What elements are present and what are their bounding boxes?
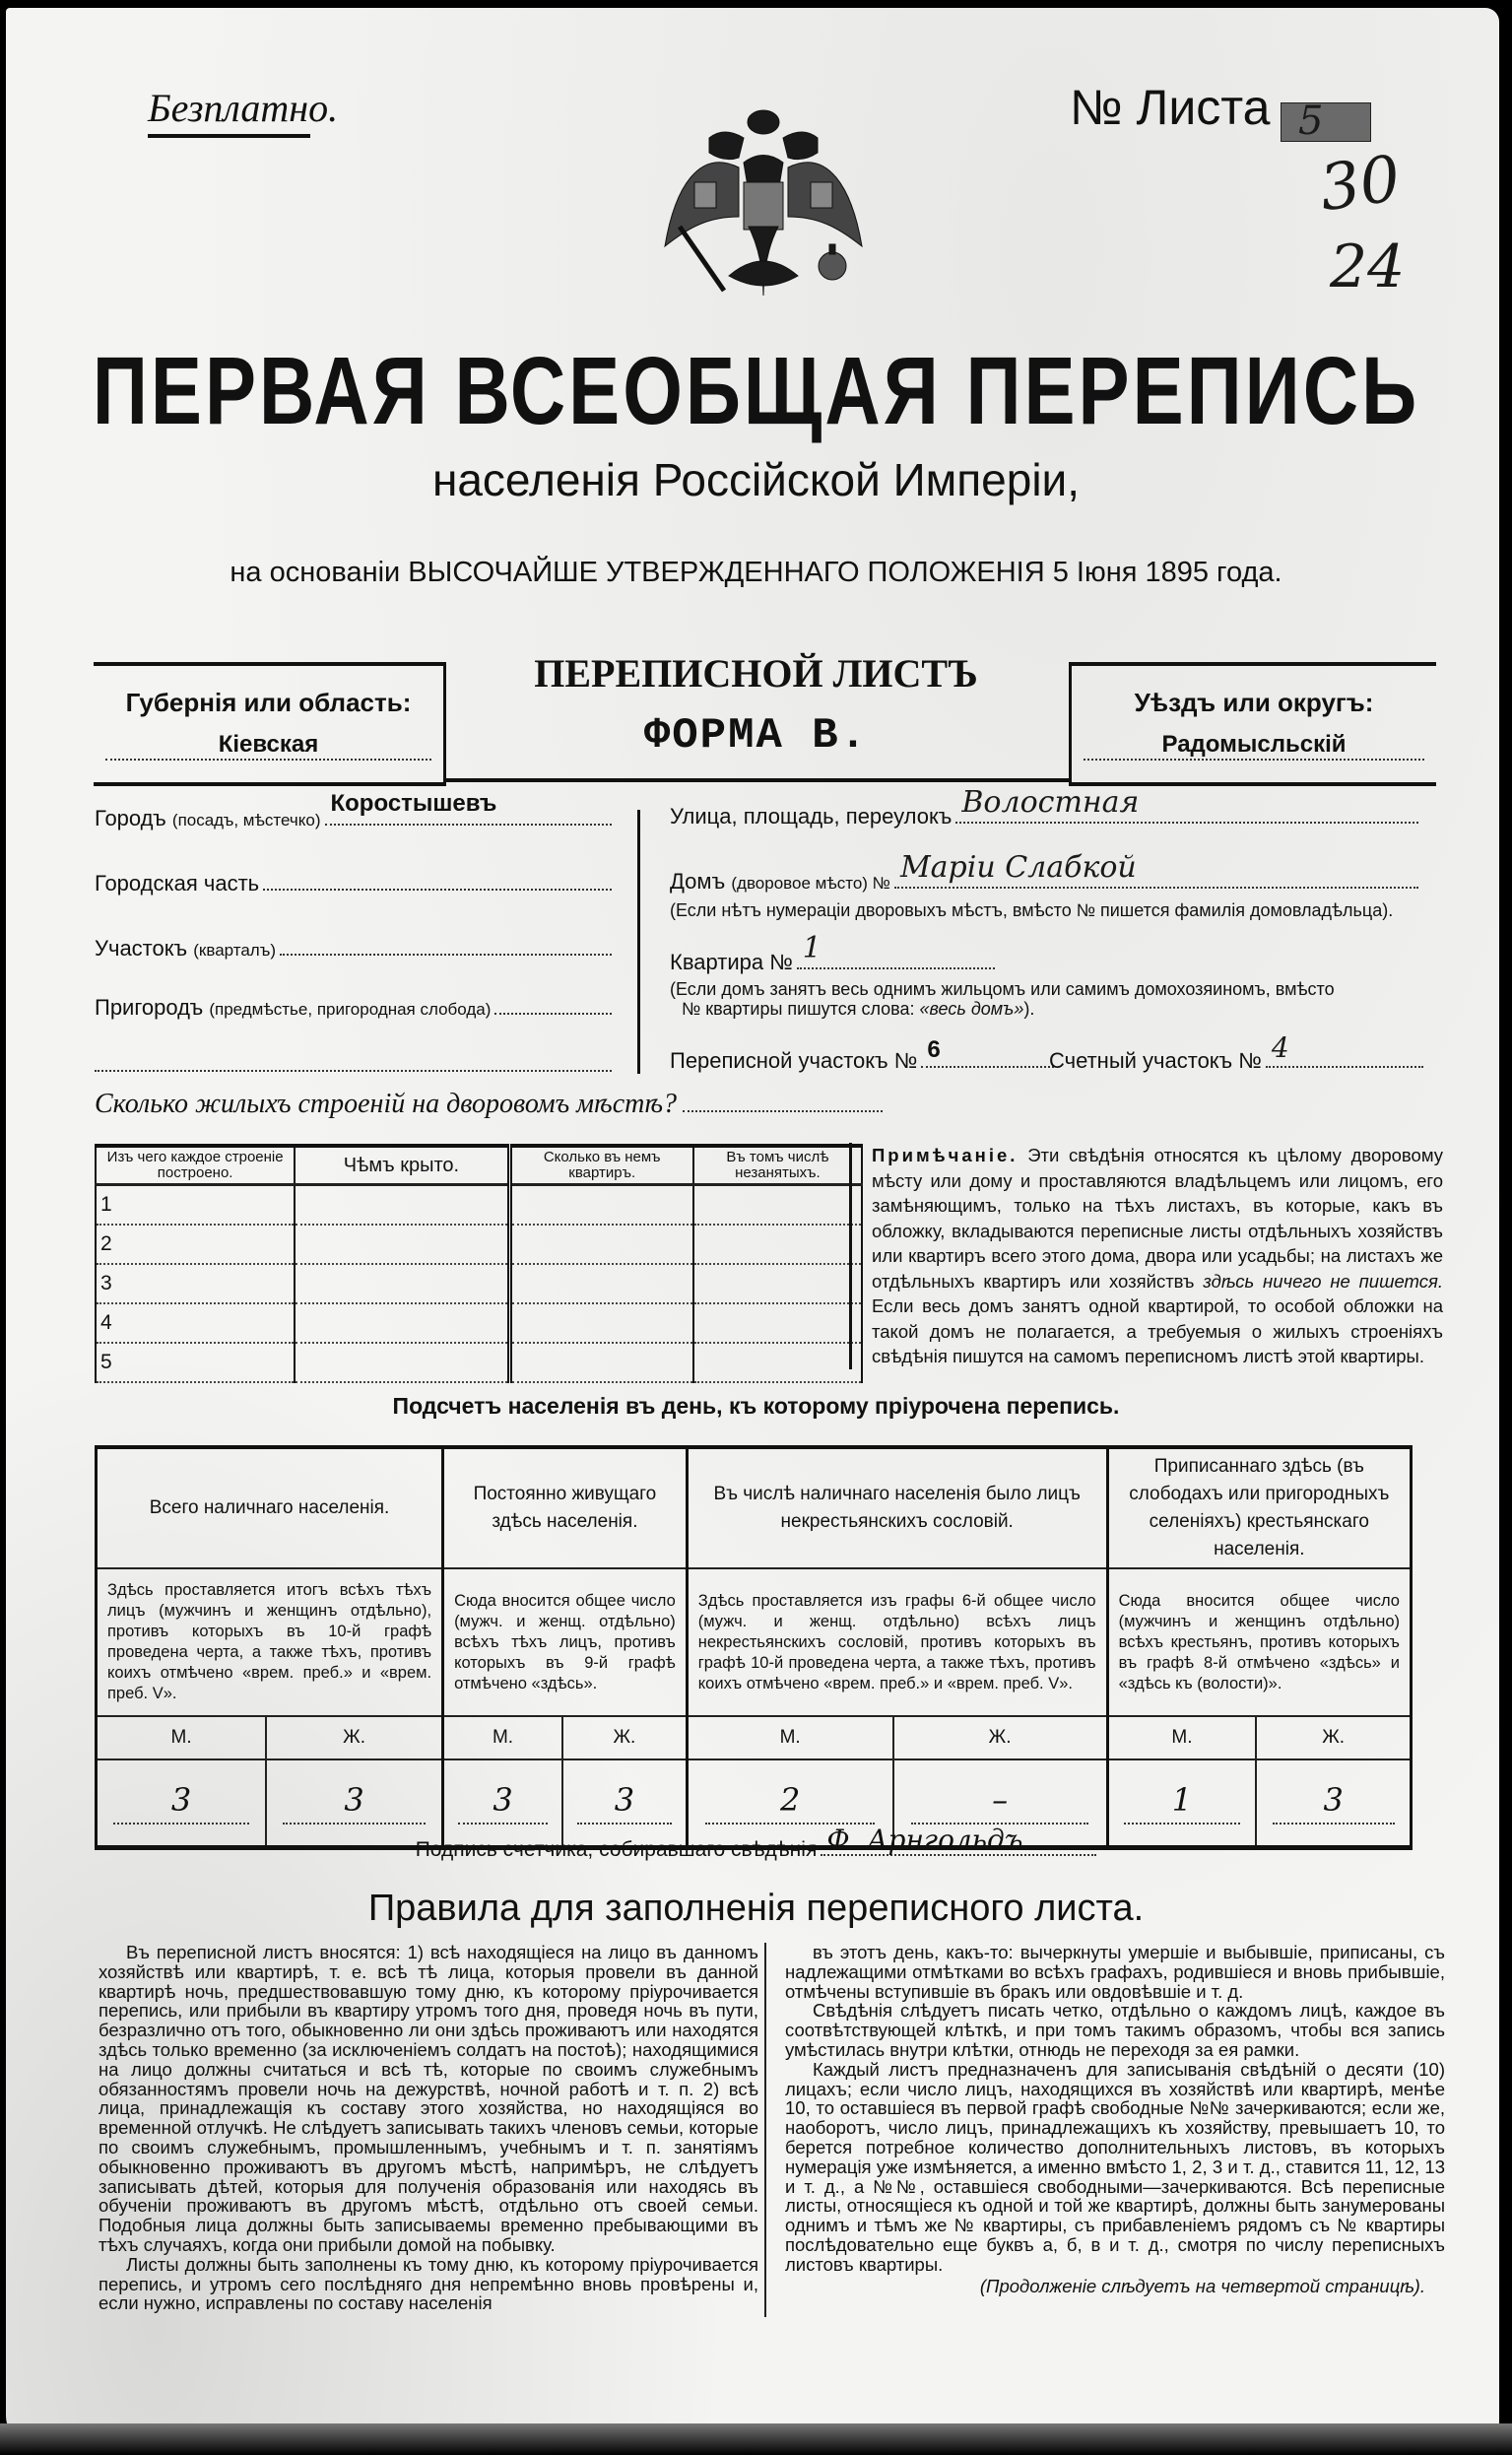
district-box <box>1069 662 1436 786</box>
female-column-label: Ж. <box>562 1716 687 1759</box>
form-type: ФОРМА В. <box>643 711 869 761</box>
col-material: Изъ чего каждое строеніе построено. <box>96 1146 295 1185</box>
male-column-label: М. <box>97 1716 267 1759</box>
population-group-header: Въ числѣ наличнаго населенія было лицъ некрестьянскихъ сословій. <box>687 1447 1107 1568</box>
house-input[interactable] <box>894 850 1418 889</box>
signature-input[interactable] <box>821 1824 1096 1856</box>
building-material-cell[interactable]: 3 <box>96 1264 295 1303</box>
city-field <box>95 790 612 831</box>
building-row <box>96 1343 862 1382</box>
house-hint: (дворовое мѣсто) № <box>731 874 890 893</box>
female-count-cell[interactable]: 3 <box>266 1759 442 1848</box>
city-part-input[interactable] <box>263 863 612 891</box>
house-value: Марiи Слабкой <box>899 850 1137 885</box>
rules-paragraph: Каждый листъ предназначенъ для записыванія свѣдѣній о десяти (10) лицахъ; если число лицъ, находящихся въ хозяйствѣ или квартирѣ, менѣе 10, то оставшіеся въ первой графѣ свободные №№ зачеркиваются; если же, наоборотъ, число лицъ, принадлежащихъ къ хозяйству, превышаетъ 10, то берется потребное количество дополнительныхъ листовъ, въ которыхъ нумерація уже измѣняется, а именно вмѣсто 1, 2, 3 и т. д., ставится 11, 12, 13 и т. д., а №№, оставшіеся свободными—зачеркиваются. Всѣ переписные листы, относящіеся къ одной и той же квартирѣ, должны быть занумерованы однимъ и тѣмъ же № квартиры, съ прибавленіемъ рядомъ съ № квартиры послѣдовательно еще буквъ а, б, в и т. д., смотря по числу переписныхъ листовъ квартиры. <box>785 2058 1445 2275</box>
col-vacant: Въ томъ числѣ незанятыхъ. <box>693 1146 862 1185</box>
count-district-value: 4 <box>1271 1031 1289 1064</box>
precinct-field <box>95 928 612 962</box>
building-row <box>96 1185 862 1226</box>
apartment-input[interactable] <box>797 931 995 969</box>
census-district-input[interactable] <box>921 1036 1054 1068</box>
form-header-rule <box>443 778 1069 782</box>
street-input[interactable] <box>955 785 1418 824</box>
buildings-table <box>95 1144 863 1383</box>
signature-value: Ф. Арнгольдъ <box>826 1824 1023 1856</box>
population-group-header: Приписаннаго здѣсь (въ слободахъ или пригородныхъ селеніяхъ) крестьянскаго населенія. <box>1107 1447 1411 1568</box>
free-label-underline <box>148 134 310 138</box>
handwritten-annotation-30: 30 <box>1315 142 1406 227</box>
city-part-label: Городская часть <box>95 871 260 896</box>
apartment-note <box>670 979 1335 1019</box>
sheet-number-value: 5 <box>1298 99 1324 144</box>
population-table <box>95 1445 1413 1850</box>
female-count-cell[interactable]: 3 <box>1256 1759 1411 1848</box>
population-group-description: Здѣсь проставляется изъ графы 6-й общее число (мужч. и женщ. отдѣльно) всѣхъ лицъ некрестьянскихъ сословій, противъ которыхъ въ графѣ 10-й проведена черта, а также тѣхъ, противъ коихъ отмѣчено «врем. преб.» и «врем. преб. V». <box>687 1568 1107 1716</box>
rules-paragraph: Свѣдѣнія слѣдуетъ писать четко, отдѣльно о каждомъ лицѣ, каждое въ соотвѣтствующей клѣткѣ, и при томъ такимъ образомъ, чтобы вся запись умѣстилась внутри клѣтки, отнюдь не переходя за ея рамки. <box>785 2000 1445 2060</box>
suburb-field <box>95 987 612 1021</box>
population-group-header: Постоянно живущаго здѣсь населенія. <box>443 1447 688 1568</box>
building-roof-cell[interactable] <box>295 1264 509 1303</box>
building-row <box>96 1264 862 1303</box>
suburb-input[interactable] <box>494 987 612 1015</box>
building-row <box>96 1303 862 1343</box>
female-column-label: Ж. <box>1256 1716 1411 1759</box>
precinct-label: Участокъ <box>95 936 188 961</box>
building-vacant-cell[interactable] <box>693 1185 862 1226</box>
building-roof-cell[interactable] <box>295 1343 509 1382</box>
rules-paragraph: въ этотъ день, какъ-то: вычеркнуты умершіе и выбывшіе, приписаны, съ надлежащими отмѣтками во всѣхъ графахъ, родившіеся и вновь прибывшіе, отмѣчены вступившіе въ бракъ или овдовѣвшіе и т. д. <box>785 1942 1445 2002</box>
note-text-italic: здѣсь ничего не пишется. <box>1203 1270 1443 1292</box>
street-field <box>670 785 1418 829</box>
census-district-value: 6 <box>927 1036 941 1063</box>
suburb-label: Пригородъ <box>95 995 204 1020</box>
rules-paragraph: Въ переписной листъ вносятся: 1) всѣ находящіеся на лицо въ данномъ хозяйствѣ или квартирѣ, т. е. всѣ тѣ лица, которыя провели въ данной квартирѣ ночь, предшествовавшую тому дню, къ которому пріурочивается перепись, или прибыли въ квартиру утромъ того дня, проведя ночь въ пути, безразлично отъ того, обыкновенно ли они здѣсь проживаютъ или находятся здѣсь только временно (за исключеніемъ солдатъ на постоѣ); находящимися на лицо должны считаться и всѣ тѣ, которые по своимъ служебнымъ обязанностямъ провели ночь на дежурствѣ, ночной работѣ и т. п. 2) всѣ лица, принадлежащія къ составу этого хозяйства, но находящіяся во временной отлучкѣ. Не слѣдуетъ записывать такихъ членовъ семьи, которые по своимъ служебнымъ, промышленнымъ, учебнымъ и т. п. занятіямъ обыкновенно проживаютъ въ другомъ мѣстѣ, напримѣръ, не слѣдуетъ записывать дѣтей, которыя для полученія образованія или находясь въ обученіи проживаютъ въ другомъ мѣстѣ, отдѣльно отъ своей семьи. Подобныя лица должны быть записываемы временно пребывающими въ тѣхъ случаяхъ, когда они прибыли домой на побывку. <box>99 1942 758 2255</box>
count-district-label: Счетный участокъ № <box>1049 1048 1262 1073</box>
building-material-cell[interactable]: 5 <box>96 1343 295 1382</box>
count-district-field <box>1049 1031 1423 1074</box>
female-column-label: Ж. <box>266 1716 442 1759</box>
building-apartments-cell[interactable] <box>509 1264 693 1303</box>
rules-paragraph: Листы должны быть заполнены къ тому дню, къ которому пріурочивается перепись, и утромъ сего послѣдняго дня непремѣнно вновь провѣрены и, если нужно, исправлены по составу населенія <box>99 2253 758 2314</box>
city-value: Коростышевъ <box>330 790 497 817</box>
house-field <box>670 850 1418 895</box>
apartment-note-line-1: (Если домъ занятъ весь однимъ жильцомъ или самимъ домохозяиномъ, вмѣсто <box>670 979 1335 999</box>
apartment-label: Квартира № <box>670 950 793 974</box>
precinct-hint: (кварталъ) <box>193 941 276 960</box>
col-roof: Чѣмъ крыто. <box>295 1146 509 1185</box>
city-hint: (посадъ, мѣстечко) <box>171 811 321 829</box>
population-group-description: Здѣсь проставляется итогъ всѣхъ тѣхъ лицъ (мужчинъ и женщинъ отдѣльно), противъ которыхъ въ 10-й графѣ проведена черта, а также тѣхъ, противъ коихъ отмѣчено «врем. преб.» и «врем. преб. V». <box>97 1568 443 1716</box>
building-material-cell[interactable]: 4 <box>96 1303 295 1343</box>
male-column-label: М. <box>1107 1716 1256 1759</box>
building-roof-cell[interactable] <box>295 1185 509 1226</box>
city-label: Городъ <box>95 806 166 830</box>
city-input[interactable] <box>325 790 613 826</box>
province-box <box>94 662 446 786</box>
address-divider <box>637 810 640 1074</box>
free-of-charge-label: Безплатно. <box>148 86 339 130</box>
col-apartments: Сколько въ немъ квартиръ. <box>509 1146 693 1185</box>
buildings-question-label: Сколько жилыхъ строеній на дворовомъ мѣстѣ? <box>95 1089 678 1119</box>
buildings-question <box>95 1089 883 1120</box>
suburb-input-line-2[interactable] <box>95 1046 612 1072</box>
census-title: ПЕРВАЯ ВСЕОБЩАЯ ПЕРЕПИСЬ <box>92 336 1420 445</box>
building-apartments-cell[interactable] <box>509 1343 693 1382</box>
province-value[interactable]: Кіевская <box>105 731 431 761</box>
female-count-cell[interactable]: 3 <box>562 1759 687 1848</box>
note-label: Примѣчаніе. <box>872 1145 1019 1165</box>
suburb-hint: (предмѣстье, пригородная слобода) <box>209 1000 492 1019</box>
male-count-cell[interactable]: 3 <box>97 1759 267 1848</box>
note-text-2: Если весь домъ занятъ одной квартирой, то особой обложки на такой домъ не полагается, а требуемыя о жилыхъ строеніяхъ свѣдѣнія пишутся на самомъ переписномъ листѣ этой квартиры. <box>872 1295 1443 1366</box>
male-column-label: М. <box>687 1716 892 1759</box>
population-group-description: Сюда вносится общее число (мужчинъ и женщинъ отдѣльно) всѣхъ крестьянъ, противъ которыхъ въ графѣ 8-й отмѣчено «здѣсь» и «здѣсь къ (волости)». <box>1107 1568 1411 1716</box>
male-column-label: М. <box>443 1716 562 1759</box>
signature-label: Подпись счетчика, собиравшаго свѣдѣнія <box>415 1838 818 1861</box>
street-label: Улица, площадь, переулокъ <box>670 804 953 829</box>
building-vacant-cell[interactable] <box>693 1343 862 1382</box>
rules-column-divider <box>764 1943 766 2317</box>
building-vacant-cell[interactable] <box>693 1264 862 1303</box>
house-label: Домъ <box>670 869 726 894</box>
sheet-number-label: № Листа <box>1070 80 1271 135</box>
apartment-value: 1 <box>802 931 822 965</box>
page-bottom-edge <box>0 2423 1512 2455</box>
form-title: ПЕРЕПИСНОЙ ЛИСТЪ <box>534 651 978 696</box>
apartment-field <box>670 931 995 975</box>
building-roof-cell[interactable] <box>295 1225 509 1264</box>
district-value[interactable]: Радомысльскій <box>1084 731 1424 761</box>
census-district-field <box>670 1036 1054 1074</box>
enumerator-signature-field <box>0 1824 1512 1862</box>
count-district-input[interactable] <box>1266 1031 1423 1068</box>
rules-right-column <box>785 1943 1445 2295</box>
sheet-number-field[interactable] <box>1281 102 1371 142</box>
building-vacant-cell[interactable] <box>693 1225 862 1264</box>
female-column-label: Ж. <box>893 1716 1108 1759</box>
census-district-label: Переписной участокъ № <box>670 1048 918 1073</box>
male-count-cell[interactable]: 3 <box>443 1759 562 1848</box>
apartment-note-line-2: № квартиры пишутся слова: <box>682 999 920 1019</box>
precinct-input[interactable] <box>280 928 612 956</box>
building-apartments-cell[interactable] <box>509 1185 693 1226</box>
house-note: (Если нѣтъ нумераціи дворовыхъ мѣстъ, вмѣсто № пишется фамилія домовладѣльца). <box>670 900 1394 920</box>
building-vacant-cell[interactable] <box>693 1303 862 1343</box>
male-count-cell[interactable]: 1 <box>1107 1759 1256 1848</box>
rules-left-column <box>99 1943 758 2313</box>
handwritten-annotation-24: 24 <box>1330 232 1406 301</box>
continued-note: (Продолженіе слѣдуетъ на четвертой страницѣ). <box>979 2275 1425 2296</box>
building-row <box>96 1225 862 1264</box>
legal-basis-line: на основаніи ВЫСОЧАЙШЕ УТВЕРЖДЕННАГО ПОЛОЖЕНІЯ 5 Іюня 1895 года. <box>230 557 1282 588</box>
building-roof-cell[interactable] <box>295 1303 509 1343</box>
male-count-cell[interactable]: 2 <box>687 1759 892 1848</box>
province-label: Губернія или область: <box>125 688 412 717</box>
note-text-1: Эти свѣдѣнія относятся къ цѣлому дворовому мѣсту или дому и проставляются владѣльцемъ или лицомъ, его замѣняющимъ, только на тѣхъ листахъ, въ которые, какъ въ обложку, вкладываются переписные листы отдѣльныхъ хозяйствъ или квартиръ всего этого дома, двора или усадьбы; на листахъ же отдѣльныхъ квартиръ или хозяйствъ <box>872 1145 1444 1292</box>
street-value: Волостная <box>961 785 1140 820</box>
population-group-header: Всего наличнаго населенія. <box>97 1447 443 1568</box>
buildings-count-input[interactable] <box>683 1110 883 1112</box>
building-material-cell[interactable]: 1 <box>96 1185 295 1226</box>
rules-title: Правила для заполненія переписного листа. <box>367 1888 1145 1929</box>
imperial-eagle-icon <box>650 108 877 315</box>
buildings-note <box>849 1143 1443 1369</box>
population-count-title: Подсчетъ населенія въ день, къ которому пріурочена перепись. <box>392 1393 1120 1419</box>
census-subtitle: населенія Россійской Имперіи, <box>431 454 1081 505</box>
apartment-note-end: ). <box>1023 999 1035 1019</box>
building-apartments-cell[interactable] <box>509 1303 693 1343</box>
building-material-cell[interactable]: 2 <box>96 1225 295 1264</box>
city-part-field <box>95 863 612 896</box>
female-count-cell[interactable]: – <box>893 1759 1108 1848</box>
district-label: Уѣздъ или округъ: <box>1134 688 1374 717</box>
building-apartments-cell[interactable] <box>509 1225 693 1264</box>
apartment-note-italic: «весь домъ» <box>919 999 1024 1019</box>
population-group-description: Сюда вносится общее число (мужч. и женщ. отдѣльно) всѣхъ тѣхъ лицъ, противъ которыхъ въ 9-й графѣ отмѣчено «здѣсь». <box>443 1568 688 1716</box>
